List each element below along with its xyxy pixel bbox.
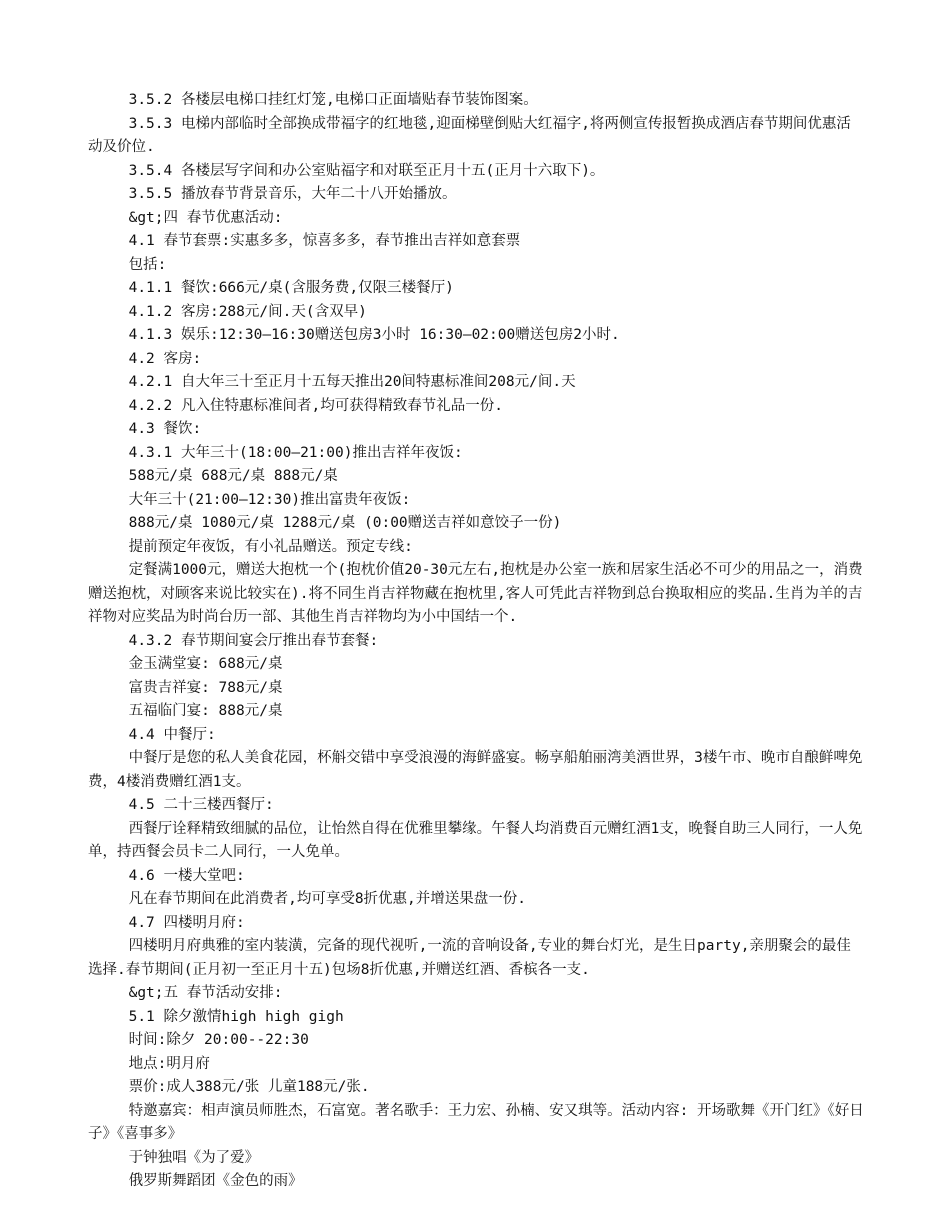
paragraph-location: 地点:明月府 <box>128 1055 210 1072</box>
paragraph-lobby-bar: 凡在春节期间在此消费者,均可享受8折优惠,并增送果盘一份. <box>128 891 527 907</box>
paragraph-banquet-1: 金玉满堂宴: 688元/桌 <box>128 656 283 672</box>
paragraph-fugui-dinner: 大年三十(21:00—12:30)推出富贵年夜饭: <box>128 491 411 508</box>
paragraph-4-3-1: 4.3.1 大年三十(18:00—21:00)推出吉祥年夜饭: <box>128 444 463 461</box>
paragraph-3-5-2: 3.5.2 各楼层电梯口挂红灯笼,电梯口正面墙贴春节装饰图案。 <box>128 92 538 108</box>
paragraph-4-1-2: 4.1.2 客房:288元/间.天(含双早) <box>128 303 367 320</box>
paragraph-4-6: 4.6 一楼大堂吧: <box>128 867 245 884</box>
section-heading-4: &gt;四 春节优惠活动: <box>128 209 283 226</box>
paragraph-4-3: 4.3 餐饮: <box>128 421 202 437</box>
paragraph-dance: 俄罗斯舞蹈团《金色的雨》 <box>128 1173 303 1189</box>
paragraph-4-2-1: 4.2.1 自大年三十至正月十五每天推出20间特惠标准间208元/间.天 <box>128 374 576 390</box>
paragraph-4-1-3: 4.1.3 娱乐:12:30—16:30赠送包房3小时 16:30—02:00赠送包房2小时. <box>128 327 620 343</box>
paragraph-prices-2: 888元/桌 1080元/桌 1288元/桌 (0:00赠送吉祥如意饺子一份) <box>128 515 562 531</box>
paragraph-3-5-4: 3.5.4 各楼层写字间和办公室贴福字和对联至正月十五(正月十六取下)。 <box>128 162 605 179</box>
paragraph-4-7: 4.7 四楼明月府: <box>128 914 245 931</box>
paragraph-banquet-2: 富贵吉祥宴: 788元/桌 <box>128 679 283 696</box>
paragraph-pillow-gift: 定餐满1000元，赠送大抱枕一个(抱枕价值20-30元左右,抱枕是办公室一族和居家生活必不可少的用品之一，消费赠送抱枕，对顾客来说比较实在).将不同生肖吉祥物藏在抱枕里,客人可凭此吉祥物到总台换取相应的奖品.生肖为羊的吉祥物对应奖品为时尚台历一部、其他生肖吉祥物均为小中国结一个. <box>88 562 863 625</box>
paragraph-reservation: 提前预定年夜饭，有小礼品赠送。预定专线: <box>128 538 413 555</box>
paragraph-banquet-3: 五福临门宴: 888元/桌 <box>128 703 283 719</box>
paragraph-guests: 特邀嘉宾：相声演员师胜杰，石富宽。著名歌手：王力宏、孙楠、安又琪等。活动内容: 开场歌舞《开门红》《好日子》《喜事多》 <box>88 1102 864 1142</box>
paragraph-4-2-2: 4.2.2 凡入住特惠标准间者,均可获得精致春节礼品一份. <box>128 397 503 414</box>
paragraph-4-3-2: 4.3.2 春节期间宴会厅推出春节套餐: <box>128 632 379 649</box>
paragraph-3-5-5: 3.5.5 播放春节背景音乐，大年二十八开始播放。 <box>128 186 457 202</box>
paragraph-mingyuefu: 四楼明月府典雅的室内装潢，完备的现代视听,一流的音响设备,专业的舞台灯光，是生日party,亲朋聚会的最佳选择.春节期间(正月初一至正月十五)包场8折优惠,并赠送红酒、香槟各一支. <box>88 938 851 978</box>
paragraph-solo: 于钟独唱《为了爱》 <box>128 1149 260 1166</box>
paragraph-4-1-1: 4.1.1 餐饮:666元/桌(含服务费,仅限三楼餐厅) <box>128 280 454 296</box>
paragraph-western-restaurant: 西餐厅诠释精致细腻的品位，让怡然自得在优雅里攀缘。午餐人均消费百元赠红酒1支，晚餐自助三人同行，一人免单，持西餐会员卡二人同行，一人免单。 <box>88 820 863 860</box>
section-heading-5: &gt;五 春节活动安排: <box>128 985 283 1001</box>
paragraph-4-2: 4.2 客房: <box>128 350 202 367</box>
paragraph-4-1: 4.1 春节套票:实惠多多，惊喜多多，春节推出吉祥如意套票 <box>128 233 521 249</box>
paragraph-4-5: 4.5 二十三楼西餐厅: <box>128 797 274 813</box>
paragraph-4-4: 4.4 中餐厅: <box>128 726 216 743</box>
paragraph-ticket-price: 票价:成人388元/张 儿童188元/张. <box>128 1079 370 1095</box>
document-body <box>88 89 864 1194</box>
paragraph-3-5-3: 3.5.3 电梯内部临时全部换成带福字的红地毯,迎面梯壁倒贴大红福字,将两侧宣传报暂换成酒店春节期间优惠活动及价位. <box>88 115 851 155</box>
paragraph-chinese-restaurant: 中餐厅是您的私人美食花园，杯斛交错中享受浪漫的海鲜盛宴。畅享船舶丽湾美酒世界，3楼午市、晚市自酿鲜啤免费，4楼消费赠红酒1支。 <box>88 750 863 790</box>
paragraph-prices-1: 588元/桌 688元/桌 888元/桌 <box>128 468 338 484</box>
paragraph-time: 时间:除夕 20:00--22:30 <box>128 1032 309 1048</box>
paragraph-includes: 包括: <box>128 256 167 273</box>
paragraph-5-1: 5.1 除夕激情high high gigh <box>128 1008 344 1025</box>
